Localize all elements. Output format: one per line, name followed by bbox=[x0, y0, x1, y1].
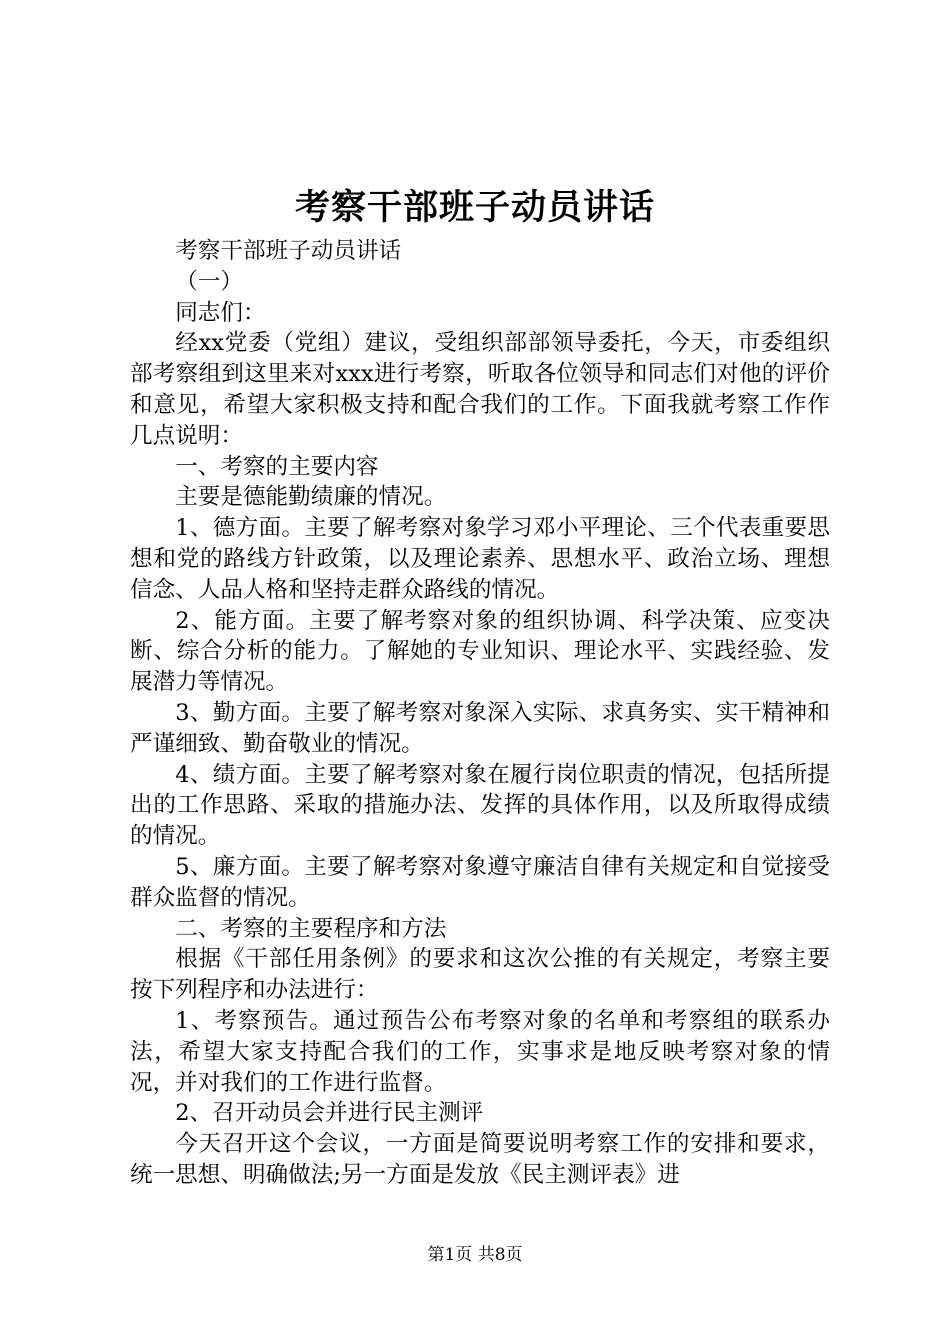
body-paragraph: 2、能方面。主要了解考察对象的组织协调、科学决策、应变决断、综合分析的能力。了解她的专业知识、理论水平、实践经验、发展潜力等情况。 bbox=[130, 607, 830, 696]
body-paragraph: 主要是德能勤绩廉的情况。 bbox=[175, 484, 447, 511]
body-paragraph: 1、考察预告。通过预告公布考察对象的名单和考察组的联系办法，希望大家支持配合我们的工作，实事求是地反映考察对象的情况，并对我们的工作进行监督。 bbox=[130, 1007, 830, 1096]
body-paragraph: 4、绩方面。主要了解考察对象在履行岗位职责的情况，包括所提出的工作思路、采取的措施办法、发挥的具体作用，以及所取得成绩的情况。 bbox=[130, 761, 830, 850]
body-paragraph: 同志们： bbox=[175, 299, 266, 326]
body-paragraph: 5、廉方面。主要了解考察对象遵守廉洁自律有关规定和自觉接受群众监督的情况。 bbox=[130, 853, 830, 911]
body-paragraph: 今天召开这个会议，一方面是简要说明考察工作的安排和要求，统一思想、明确做法;另一方面是发放《民主测评表》进 bbox=[130, 1131, 830, 1188]
body-paragraph: 考察干部班子动员讲话 bbox=[175, 238, 402, 264]
section-heading: 二、考察的主要程序和方法 bbox=[175, 915, 447, 942]
body-paragraph: 1、德方面。主要了解考察对象学习邓小平理论、三个代表重要思想和党的路线方针政策，以及理论素养、思想水平、政治立场、理想信念、人品人格和坚持走群众路线的情况。 bbox=[130, 515, 830, 603]
body-paragraph: 3、勤方面。主要了解考察对象深入实际、求真务实、实干精神和严谨细致、勤奋敬业的情况。 bbox=[130, 699, 830, 757]
body-paragraph: 2、召开动员会并进行民主测评 bbox=[175, 1100, 484, 1127]
document-title: 考察干部班子动员讲话 bbox=[294, 187, 655, 228]
body-paragraph: 经xx党委（党组）建议，受组织部部领导委托，今天，市委组织部考察组到这里来对xxx进行考察，听取各位领导和同志们对他的评价和意见，希望大家积极支持和配合我们的工作。下面我就考察工作作几点说明： bbox=[130, 330, 830, 449]
body-paragraph: 根据《干部任用条例》的要求和这次公推的有关规定，考察主要按下列程序和办法进行： bbox=[130, 946, 830, 1004]
section-heading: 一、考察的主要内容 bbox=[175, 453, 379, 480]
document-body bbox=[130, 236, 830, 1191]
body-paragraph: （一） bbox=[175, 268, 243, 295]
page-footer: 第1页 共8页 bbox=[427, 1245, 523, 1265]
